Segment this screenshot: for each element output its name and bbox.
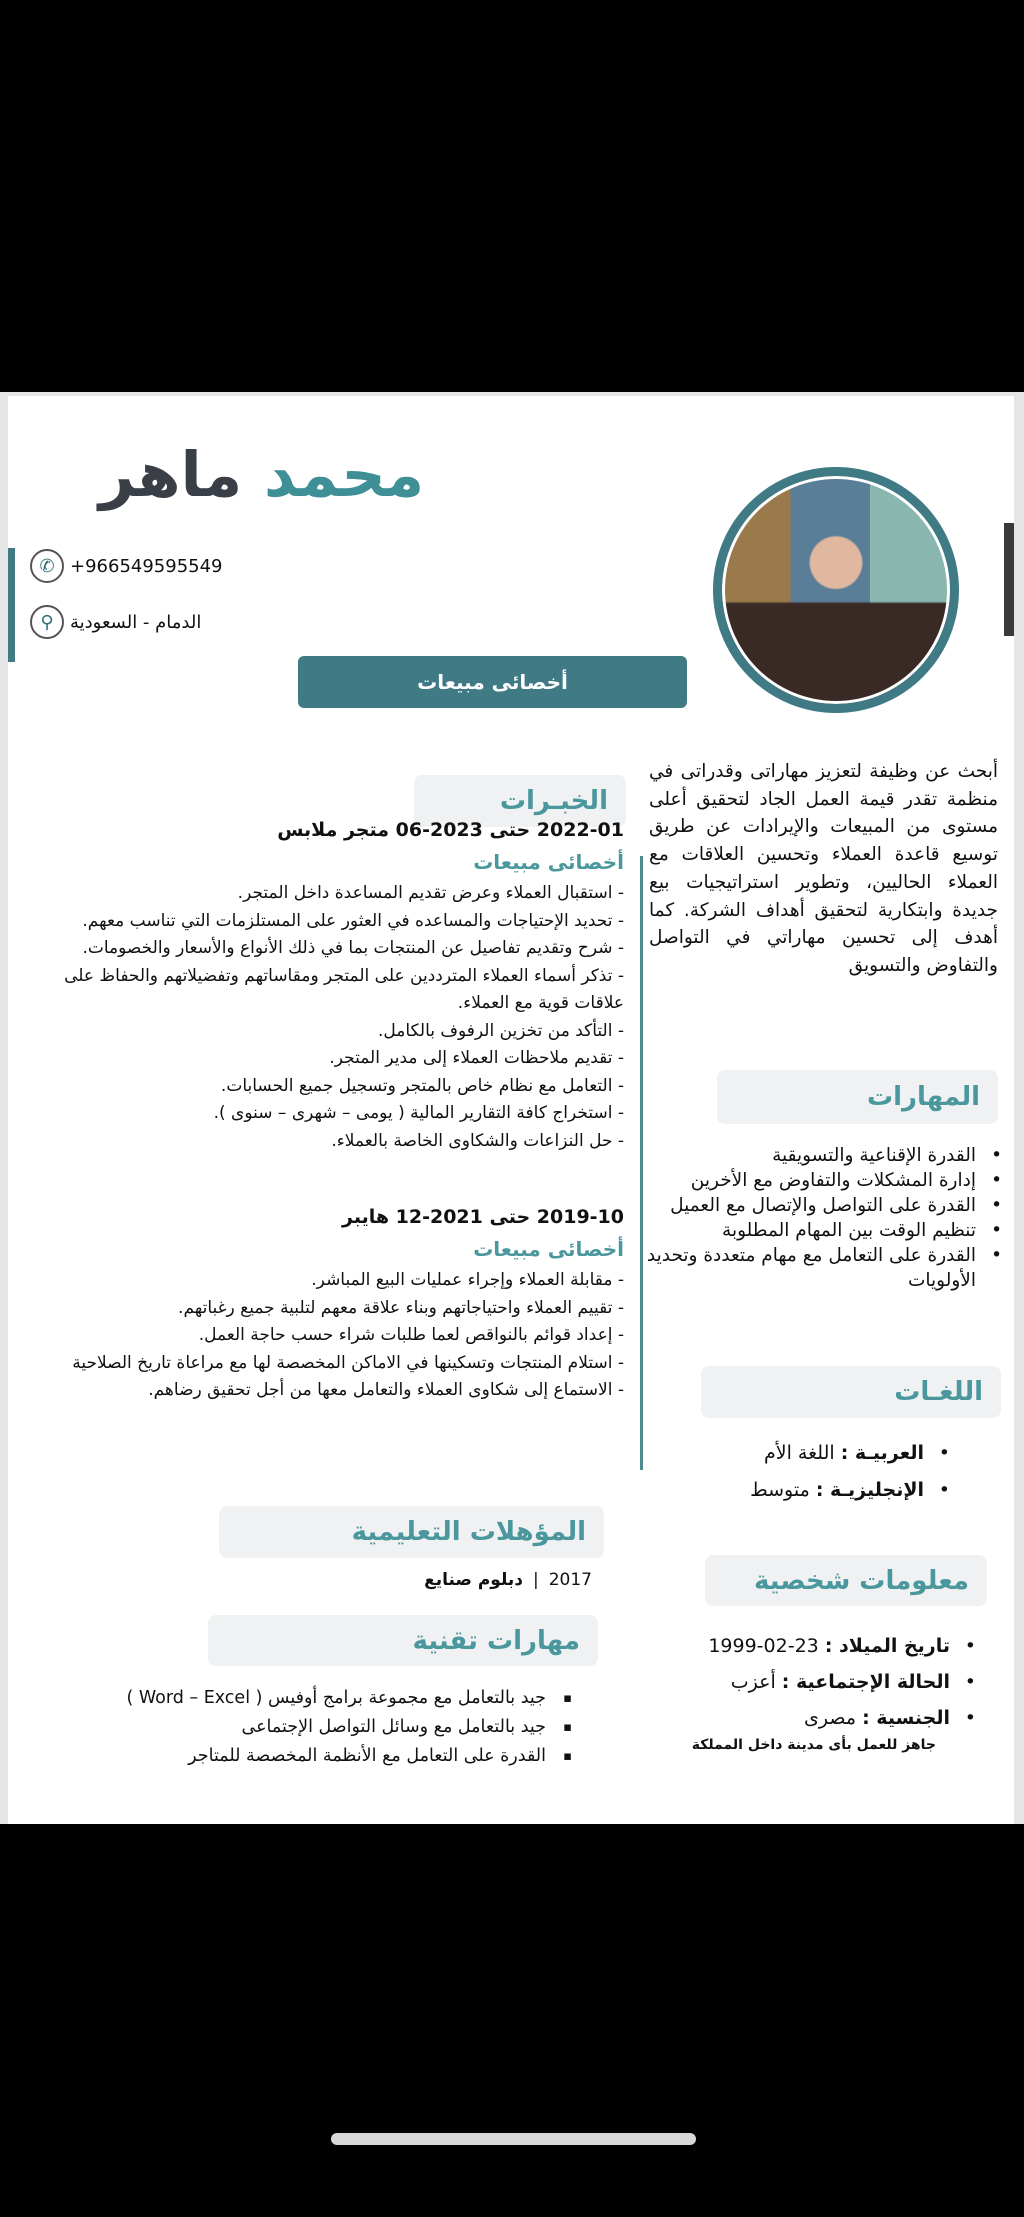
task: - استخراج كافة التقارير المالية ( يومى – شهرى – سنوى ). xyxy=(213,1103,624,1123)
home-indicator[interactable] xyxy=(331,2133,696,2145)
job-date: 2019-10 حتى 2021-12 هايبر xyxy=(342,1206,624,1228)
skill-item: • القدرة الإقناعية والتسويقية xyxy=(618,1143,1008,1168)
last-name: ماهر xyxy=(99,438,243,511)
job-date: 2022-01 حتى 2023-06 متجر ملابس xyxy=(277,819,624,841)
task: - الاستماع إلى شكاوى العملاء والتعامل معها من أجل تحقيق رضاهم. xyxy=(148,1380,624,1400)
task: - استقبال العملاء وعرض تقديم المساعدة داخل المتجر. xyxy=(237,883,624,903)
education-entry xyxy=(424,1570,592,1590)
tech-skills-heading: مهارات تقنية xyxy=(208,1615,598,1666)
skills-heading: المهارات xyxy=(717,1070,998,1124)
value: 23-02-1999 xyxy=(708,1635,825,1657)
education-year: 2017 xyxy=(548,1570,592,1590)
value: أعزب xyxy=(730,1671,782,1693)
job-title-banner: أخصائى مبيعات xyxy=(298,656,687,708)
location-text: الدمام - السعودية xyxy=(70,611,202,633)
separator: | xyxy=(533,1570,539,1590)
language-item xyxy=(656,1472,956,1509)
task: - استلام المنتجات وتسكينها في الاماكن المخصصة لها مع مراعاة تاريخ الصلاحية xyxy=(72,1352,624,1373)
tech-skill-item: ▪ القدرة على التعامل مع الأنظمة المخصصة للمتاجر xyxy=(58,1742,578,1771)
skill-item: • القدرة على التواصل والإتصال مع العميل xyxy=(618,1193,1008,1218)
relocation-note: جاهز للعمل بأى مدينة داخل المملكة xyxy=(691,1737,936,1753)
phone-row xyxy=(30,549,223,583)
task: - التعامل مع نظام خاص بالمتجر وتسجيل جميع الحسابات. xyxy=(220,1075,624,1096)
job-2 xyxy=(14,1204,624,1405)
experience-heading: الخبـرات xyxy=(414,775,626,827)
job-role: أخصائى مبيعات xyxy=(473,1236,624,1261)
job-1 xyxy=(14,817,624,1155)
task: - تقييم العملاء واحتياجاتهم وبناء علاقة معهم لتلبية جميع رغباتهم. xyxy=(178,1297,624,1318)
language-level: متوسط xyxy=(750,1479,816,1501)
language-item xyxy=(656,1435,956,1472)
personal-info-heading: معلومات شخصية xyxy=(705,1555,987,1606)
location-pin-icon: ⚲ xyxy=(30,605,64,639)
task: - مقابلة العملاء وإجراء عمليات البيع المباشر. xyxy=(311,1270,624,1290)
label: الحالة الإجتماعية : xyxy=(781,1671,950,1693)
tech-skill-item: ▪ جيد بالتعامل مع وسائل التواصل الإجتماعى xyxy=(58,1713,578,1742)
task: - تذكر أسماء العملاء المترددين على المتجر ومقاساتهم وتفضيلاتهم والحفاظ على علاقات قوية مع العملاء. xyxy=(64,965,624,1013)
label: الجنسية : xyxy=(862,1707,950,1729)
task: - شرح وتقديم تفاصيل عن المنتجات بما في ذلك الأنواع والأسعار والخصومات. xyxy=(82,938,624,958)
tech-skills-list xyxy=(58,1684,578,1771)
language-name: العربيـة : xyxy=(840,1442,924,1464)
objective-text: أبحث عن وظيفة لتعزيز مهاراتى وقدراتى في منظمة تقدر قيمة العمل الجاد لتحقيق أعلى مستوى من المبيعات والإيرادات عن طريق توسيع قاعدة العملاء وتحسين العلاقات مع العملاء الحاليين، وتطوير استراتيجيات بيع جديدة وابتكارية لتحقيق أهداف الشركة. كما أهدف إلى تحسين مهاراتي في التواصل والتفاوض والتسويق xyxy=(649,761,998,976)
task: - حل النزاعات والشكاوى الخاصة بالعملاء. xyxy=(331,1130,624,1151)
personal-item xyxy=(662,1700,982,1736)
personal-item xyxy=(662,1628,982,1664)
scrollbar[interactable] xyxy=(1004,523,1014,636)
phone-text: +966549595549 xyxy=(70,555,223,577)
profile-photo xyxy=(713,467,959,713)
skills-list xyxy=(618,1143,1008,1293)
first-name: محمد xyxy=(263,438,425,511)
location-row xyxy=(30,605,201,639)
tech-skill-item: ▪ جيد بالتعامل مع مجموعة برامج أوفيس ( Word – Excel ) xyxy=(58,1684,578,1713)
education-degree: دبلوم صنايع xyxy=(424,1570,523,1590)
languages-list xyxy=(656,1435,956,1509)
language-name: الإنجليزيـة : xyxy=(815,1479,924,1501)
personal-info-list xyxy=(662,1628,982,1736)
task: - تقديم ملاحظات العملاء إلى مدير المتجر. xyxy=(329,1048,624,1068)
personal-item xyxy=(662,1664,982,1700)
language-level: اللغة الأم xyxy=(764,1442,841,1464)
task: - التأكد من تخزين الرفوف بالكامل. xyxy=(377,1020,624,1041)
job-role: أخصائى مبيعات xyxy=(473,849,624,874)
value: مصرى xyxy=(804,1707,863,1729)
accent-bar xyxy=(8,548,15,662)
skill-item: • تنظيم الوقت بين المهام المطلوبة xyxy=(618,1218,1008,1243)
label: تاريخ الميلاد : xyxy=(824,1635,950,1657)
skill-item: • القدرة على التعامل مع مهام متعددة وتحديد الأولويات xyxy=(618,1243,1008,1293)
languages-heading: اللغـات xyxy=(701,1366,1001,1418)
task: - تحديد الإحتياجات والمساعده في العثور على المستلزمات التي تناسب معهم. xyxy=(82,910,624,931)
candidate-name xyxy=(99,438,424,511)
task: - إعداد قوائم بالنواقص لعما طلبات شراء حسب حاجة العمل. xyxy=(198,1325,624,1345)
phone-icon: ✆ xyxy=(30,549,64,583)
education-heading: المؤهلات التعليمية xyxy=(219,1506,604,1558)
skill-item: • إدارة المشكلات والتفاوض مع الأخرين xyxy=(618,1168,1008,1193)
